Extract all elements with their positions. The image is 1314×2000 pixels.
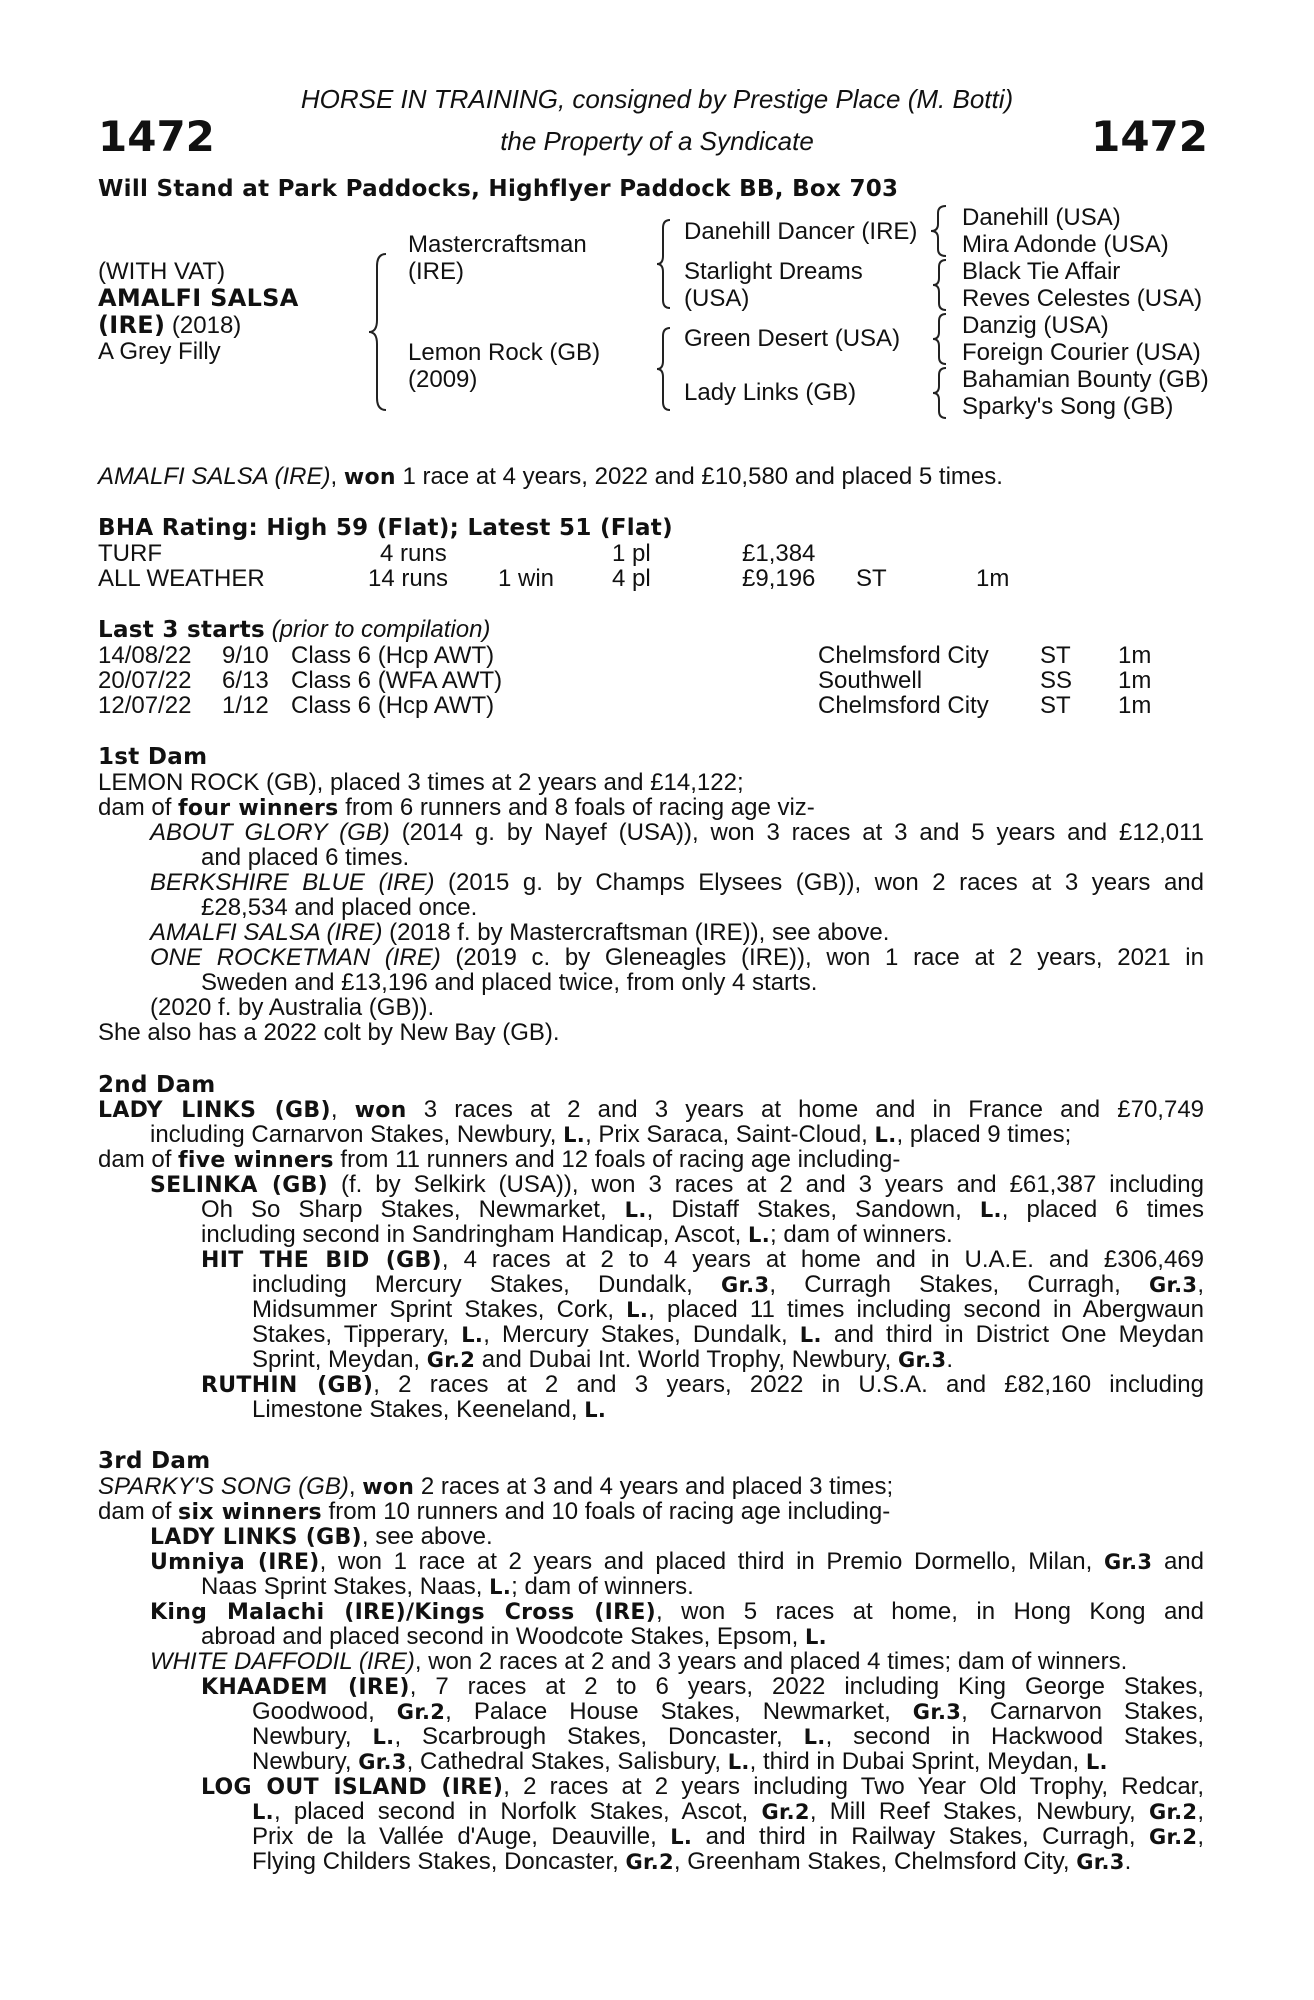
- sire-sire: Danehill Dancer (IRE): [684, 218, 918, 245]
- grade-label: L.: [803, 1725, 826, 1749]
- grade-label: L.: [563, 1123, 586, 1147]
- last-starts-note: (prior to compilation): [265, 616, 491, 643]
- produce-entry-cont: [252, 1272, 1204, 1299]
- text-run: and third in Railway Stakes, Curragh,: [692, 1823, 1149, 1850]
- start-distance: 1m: [1118, 642, 1152, 669]
- grade-label: L.: [252, 1800, 274, 1824]
- gen3-brace-3: [932, 312, 950, 366]
- text-run: .: [1124, 1848, 1132, 1875]
- grade-label: Gr.2: [396, 1700, 446, 1724]
- third-dam-produce-intro: [98, 1499, 890, 1526]
- produce-entry-cont: [252, 1849, 1131, 1876]
- text-run: Sprint, Meydan,: [252, 1346, 427, 1373]
- produce-name: King Malachi (IRE)/Kings Cross (IRE): [150, 1600, 657, 1625]
- gen3-dss: Danzig (USA): [962, 312, 1109, 339]
- sire-name: Mastercraftsman: [408, 231, 587, 258]
- rating-row-surface: TURF: [98, 540, 162, 567]
- text-run: Prix de la Vallée d'Auge, Deauville,: [252, 1823, 671, 1850]
- start-distance: 1m: [1118, 692, 1152, 719]
- start-course: Chelmsford City: [818, 642, 989, 669]
- won-label: won: [362, 1475, 415, 1500]
- start-distance: 1m: [1118, 667, 1152, 694]
- text-run: and third in District One Meydan: [821, 1321, 1204, 1348]
- rating-row-runs: 4 runs: [380, 540, 447, 567]
- horse-year: (2018): [165, 312, 242, 339]
- grade-label: Gr.3: [1103, 1550, 1153, 1574]
- horse-origin-year: [98, 311, 241, 339]
- text-run: dam of: [98, 1146, 179, 1173]
- rating-row-going: ST: [856, 565, 887, 592]
- produce-entry: (2020 f. by Australia (GB)).: [150, 994, 435, 1021]
- text-run: ,: [1197, 1823, 1204, 1850]
- grade-label: L.: [804, 1625, 827, 1649]
- grade-label: L.: [626, 1298, 649, 1322]
- text-run: Midsummer Sprint Stakes, Cork,: [252, 1296, 627, 1323]
- text-run: from 10 runners and 10 foals of racing age including-: [321, 1498, 891, 1525]
- text-run: , won 2 races at 2 and 3 years and placed 4 times; dam of winners.: [414, 1648, 1128, 1675]
- produce-name: BERKSHIRE BLUE (IRE): [150, 869, 435, 896]
- last-starts-title: Last 3 starts: [98, 617, 266, 643]
- text-run: , 7 races at 2 to 6 years, 2022 including King George Stakes,: [409, 1673, 1204, 1700]
- gen3-ssd: Mira Adonde (USA): [962, 231, 1169, 258]
- text-run: , 2 races at 2 and 3 years, 2022 in U.S.A. and £82,160 including: [373, 1371, 1204, 1398]
- grade-label: Gr.3: [358, 1750, 407, 1774]
- produce-entry-cont: [252, 1749, 1108, 1776]
- produce-entry-cont: [252, 1699, 1204, 1726]
- produce-name: HIT THE BID (GB): [201, 1248, 442, 1273]
- text-run: dam of: [98, 1498, 179, 1525]
- summary-sep: ,: [330, 463, 344, 490]
- dam-sire: Green Desert (USA): [684, 325, 901, 352]
- text-run: including Mercury Stakes, Dundalk,: [252, 1271, 721, 1298]
- produce-entry-cont: [252, 1322, 1204, 1349]
- produce-entry-cont: [252, 1297, 1204, 1324]
- produce-entry: [201, 1774, 1204, 1801]
- produce-entry: [150, 920, 889, 946]
- grade-label: Gr.3: [898, 1348, 947, 1372]
- dam-name-bold: LADY LINKS (GB): [98, 1098, 331, 1123]
- grade-label: L.: [461, 1323, 484, 1347]
- produce-entry: [150, 820, 1204, 846]
- grade-label: Gr.2: [625, 1850, 674, 1874]
- text-run: abroad and placed second in Woodcote Stakes, Epsom,: [201, 1623, 805, 1650]
- start-date: 12/07/22: [98, 692, 192, 719]
- grade-label: Gr.3: [720, 1273, 770, 1297]
- text-run: dam of: [98, 794, 179, 821]
- summary-won: won: [343, 465, 396, 490]
- start-going: SS: [1040, 667, 1073, 694]
- gen3-brace-2: [932, 258, 950, 312]
- produce-entry-cont: [252, 1347, 953, 1374]
- grade-label: Gr.3: [1148, 1273, 1198, 1297]
- produce-entry-cont: Sweden and £13,196 and placed twice, from only 4 starts.: [201, 969, 818, 996]
- start-going: ST: [1040, 692, 1071, 719]
- dam-parents-brace: [656, 326, 674, 412]
- produce-entry: [150, 870, 1204, 896]
- text-run: (2019 c. by Gleneagles (IRE)), won 1 race at 2 years, 2021 in: [440, 944, 1204, 971]
- text-run: , Distaff Stakes, Sandown,: [646, 1196, 980, 1223]
- produce-name: LOG OUT ISLAND (IRE): [201, 1775, 504, 1800]
- winners-count: five winners: [178, 1148, 334, 1173]
- text-run: 2 races at 3 and 4 years and placed 3 times;: [414, 1473, 894, 1500]
- rating-row-placed: 1 pl: [612, 540, 651, 567]
- dam-name: Lemon Rock (GB): [408, 339, 601, 366]
- summary-horse: AMALFI SALSA (IRE): [98, 463, 331, 490]
- text-run: (2015 g. by Champs Elysees (GB)), won 2 races at 3 years and: [434, 869, 1205, 896]
- text-run: , Prix Saraca, Saint-Cloud,: [585, 1121, 875, 1148]
- produce-entry-cont: [252, 1799, 1204, 1826]
- text-run: and: [1152, 1548, 1205, 1575]
- text-run: , Scarbrough Stakes, Doncaster,: [394, 1723, 804, 1750]
- gen3-sss: Danehill (USA): [962, 204, 1121, 231]
- text-run: , won 1 race at 2 years and placed third in Premio Dormello, Milan,: [319, 1548, 1104, 1575]
- produce-entry-cont: [201, 1574, 694, 1601]
- text-run: , third in Dubai Sprint, Meydan,: [749, 1748, 1086, 1775]
- sire-dam: Starlight Dreams: [684, 258, 863, 285]
- start-position: 9/10: [222, 642, 269, 669]
- dam-name-italic: SPARKY'S SONG (GB): [98, 1473, 349, 1500]
- text-run: , placed second in Norfolk Stakes, Ascot,: [273, 1798, 762, 1825]
- sire-origin: (IRE): [408, 258, 464, 285]
- grade-label: L.: [624, 1198, 647, 1222]
- text-run: ; dam of winners.: [511, 1573, 694, 1600]
- winners-count: six winners: [178, 1500, 322, 1525]
- text-run: and Dubai Int. World Trophy, Newbury,: [475, 1346, 898, 1373]
- rating-row-dist: 1m: [976, 565, 1010, 592]
- grade-label: Gr.3: [912, 1700, 962, 1724]
- grade-label: L.: [727, 1750, 750, 1774]
- dam-dam: Lady Links (GB): [684, 379, 857, 406]
- start-class: Class 6 (WFA AWT): [291, 667, 503, 694]
- text-run: , placed 11 times including second in Abergwaun: [648, 1296, 1204, 1323]
- produce-name: WHITE DAFFODIL (IRE): [150, 1648, 415, 1675]
- summary-rest: 1 race at 4 years, 2022 and £10,580 and placed 5 times.: [395, 463, 1003, 490]
- grade-label: Gr.2: [1148, 1825, 1198, 1849]
- start-class: Class 6 (Hcp AWT): [291, 642, 495, 669]
- produce-entry: [150, 1599, 1204, 1626]
- grade-label: Gr.3: [1076, 1850, 1125, 1874]
- text-run: , Greenham Stakes, Chelmsford City,: [673, 1848, 1077, 1875]
- stand-location: Will Stand at Park Paddocks, Highflyer Paddock BB, Box 703: [98, 176, 899, 202]
- grade-label: L.: [489, 1575, 512, 1599]
- text-run: , placed 6 times: [1001, 1196, 1204, 1223]
- produce-entry-cont: £28,534 and placed once.: [201, 894, 478, 921]
- race-summary: [98, 464, 1003, 491]
- first-dam-line: LEMON ROCK (GB), placed 3 times at 2 years and £14,122;: [98, 769, 744, 796]
- produce-entry: [201, 1247, 1204, 1274]
- sire-parents-brace: [656, 218, 674, 310]
- gen3-dds: Bahamian Bounty (GB): [962, 366, 1209, 393]
- produce-entry-cont: [201, 1197, 1204, 1224]
- text-run: (2014 g. by Nayef (USA)), won 3 races at 3 and 5 years and £12,011: [389, 819, 1204, 846]
- text-run: , Cathedral Stakes, Salisbury,: [406, 1748, 728, 1775]
- start-date: 14/08/22: [98, 642, 192, 669]
- start-course: Chelmsford City: [818, 692, 989, 719]
- produce-name: Umniya (IRE): [150, 1550, 320, 1575]
- text-run: Flying Childers Stakes, Doncaster,: [252, 1848, 626, 1875]
- horse-description: A Grey Filly: [98, 338, 221, 365]
- grade-label: Gr.2: [426, 1348, 476, 1372]
- text-run: , second in Hackwood Stakes,: [825, 1723, 1204, 1750]
- dam-year: (2009): [408, 366, 478, 393]
- second-dam-line-cont: [150, 1122, 1071, 1149]
- gen3-brace-1: [930, 204, 950, 258]
- grade-label: L.: [748, 1223, 770, 1247]
- produce-entry-cont: [252, 1724, 1204, 1751]
- produce-entry: [150, 945, 1204, 971]
- text-run: Goodwood,: [252, 1698, 397, 1725]
- pedigree-brace: [368, 252, 390, 412]
- vat-note: (WITH VAT): [98, 258, 226, 285]
- grade-label: L.: [584, 1398, 607, 1422]
- produce-name: AMALFI SALSA (IRE): [150, 919, 383, 946]
- produce-entry-cont: [201, 1624, 827, 1651]
- bha-rating: BHA Rating: High 59 (Flat); Latest 51 (Flat): [98, 515, 673, 541]
- produce-entry-cont: [252, 1824, 1204, 1851]
- gen3-sds: Black Tie Affair: [962, 258, 1121, 285]
- produce-name: ONE ROCKETMAN (IRE): [150, 944, 441, 971]
- rating-row-surface: ALL WEATHER: [98, 565, 265, 592]
- produce-name: KHAADEM (IRE): [201, 1675, 410, 1700]
- lot-number-right: 1472: [1091, 112, 1208, 161]
- second-dam-heading: 2nd Dam: [98, 1072, 216, 1098]
- produce-entry: [150, 1549, 1204, 1576]
- text-run: including Carnarvon Stakes, Newbury,: [150, 1121, 564, 1148]
- text-run: from 11 runners and 12 foals of racing age including-: [333, 1146, 901, 1173]
- grade-label: L.: [670, 1825, 693, 1849]
- grade-label: L.: [1085, 1750, 1108, 1774]
- produce-name: RUTHIN (GB): [201, 1373, 374, 1398]
- text-run: Oh So Sharp Stakes, Newmarket,: [201, 1196, 625, 1223]
- rating-row-amount: £1,384: [742, 540, 816, 567]
- grade-label: L.: [799, 1323, 822, 1347]
- grade-label: Gr.2: [761, 1800, 810, 1824]
- text-run: including second in Sandringham Handicap, Ascot,: [201, 1221, 749, 1248]
- second-dam-produce-intro: [98, 1147, 900, 1174]
- third-dam-line: [98, 1474, 893, 1501]
- gen3-sdd: Reves Celestes (USA): [962, 285, 1203, 312]
- rating-row-runs: 14 runs: [368, 565, 449, 592]
- text-run: , won 5 races at home, in Hong Kong and: [656, 1598, 1204, 1625]
- start-class: Class 6 (Hcp AWT): [291, 692, 495, 719]
- start-going: ST: [1040, 642, 1071, 669]
- grade-label: L.: [979, 1198, 1002, 1222]
- rating-row-placed: 4 pl: [612, 565, 651, 592]
- text-run: ; dam of winners.: [769, 1221, 953, 1248]
- grade-label: L.: [372, 1725, 395, 1749]
- gen3-brace-4: [932, 366, 950, 420]
- lot-number-left: 1472: [98, 112, 215, 161]
- produce-entry: [201, 1372, 1204, 1399]
- first-dam-produce-intro: [98, 795, 815, 822]
- text-run: Newbury,: [252, 1748, 359, 1775]
- text-run: Naas Sprint Stakes, Naas,: [201, 1573, 490, 1600]
- horse-name: AMALFI SALSA: [98, 284, 299, 312]
- horse-origin: (IRE): [98, 311, 166, 339]
- text-run: , placed 9 times;: [896, 1121, 1072, 1148]
- text-run: ,: [1197, 1271, 1204, 1298]
- won-label: won: [354, 1098, 407, 1123]
- text-run: , Carnarvon Stakes,: [961, 1698, 1204, 1725]
- text-run: ,: [330, 1096, 355, 1123]
- text-run: ,: [1197, 1798, 1204, 1825]
- text-run: .: [946, 1346, 954, 1373]
- produce-entry: [150, 1649, 1127, 1675]
- text-run: Stakes, Tipperary,: [252, 1321, 462, 1348]
- grade-label: L.: [874, 1123, 897, 1147]
- produce-entry-cont: [252, 1397, 606, 1424]
- rating-row-wins: 1 win: [498, 565, 555, 592]
- consignment-title: HORSE IN TRAINING, consigned by Prestige Place (M. Botti): [300, 84, 1014, 114]
- rating-row-amount: £9,196: [742, 565, 816, 592]
- start-date: 20/07/22: [98, 667, 192, 694]
- text-run: from 6 runners and 8 foals of racing age viz-: [338, 794, 815, 821]
- first-dam-note: She also has a 2022 colt by New Bay (GB).: [98, 1019, 560, 1046]
- start-course: Southwell: [818, 667, 923, 694]
- gen3-ddd: Sparky's Song (GB): [962, 393, 1174, 420]
- text-run: , Mill Reef Stakes, Newbury,: [809, 1798, 1149, 1825]
- produce-entry-cont: [201, 1222, 953, 1249]
- produce-name: LADY LINKS (GB): [150, 1525, 362, 1550]
- start-position: 1/12: [222, 692, 269, 719]
- first-dam-heading: 1st Dam: [98, 744, 208, 770]
- third-dam-heading: 3rd Dam: [98, 1448, 211, 1474]
- produce-name: ABOUT GLORY (GB): [150, 819, 390, 846]
- text-run: Newbury,: [252, 1723, 373, 1750]
- text-run: , Curragh Stakes, Curragh,: [769, 1271, 1149, 1298]
- produce-entry: [150, 1524, 493, 1551]
- ownership-line: the Property of a Syndicate: [500, 126, 814, 156]
- second-dam-line: [98, 1097, 1204, 1124]
- produce-entry-cont: and placed 6 times.: [201, 844, 410, 871]
- text-run: 3 races at 2 and 3 years at home and in France and £70,749: [406, 1096, 1205, 1123]
- start-position: 6/13: [222, 667, 269, 694]
- text-run: (2018 f. by Mastercraftsman (IRE)), see above.: [382, 919, 890, 946]
- text-run: , 4 races at 2 to 4 years at home and in U.A.E. and £306,469: [441, 1246, 1204, 1273]
- sire-dam-origin: (USA): [684, 285, 750, 312]
- produce-entry: [150, 1172, 1204, 1199]
- last-starts-heading: [98, 617, 490, 643]
- gen3-dsd: Foreign Courier (USA): [962, 339, 1201, 366]
- text-run: , see above.: [361, 1523, 493, 1550]
- produce-name: SELINKA (GB): [150, 1173, 329, 1198]
- text-run: (f. by Selkirk (USA)), won 3 races at 2 and 3 years and £61,387 including: [328, 1171, 1204, 1198]
- text-run: Limestone Stakes, Keeneland,: [252, 1396, 585, 1423]
- produce-entry: [201, 1674, 1204, 1701]
- text-run: , Mercury Stakes, Dundalk,: [483, 1321, 800, 1348]
- winners-count: four winners: [178, 796, 339, 821]
- text-run: , 2 races at 2 years including Two Year Old Trophy, Redcar,: [503, 1773, 1204, 1800]
- grade-label: Gr.2: [1148, 1800, 1198, 1824]
- text-run: ,: [348, 1473, 363, 1500]
- text-run: , Palace House Stakes, Newmarket,: [445, 1698, 913, 1725]
